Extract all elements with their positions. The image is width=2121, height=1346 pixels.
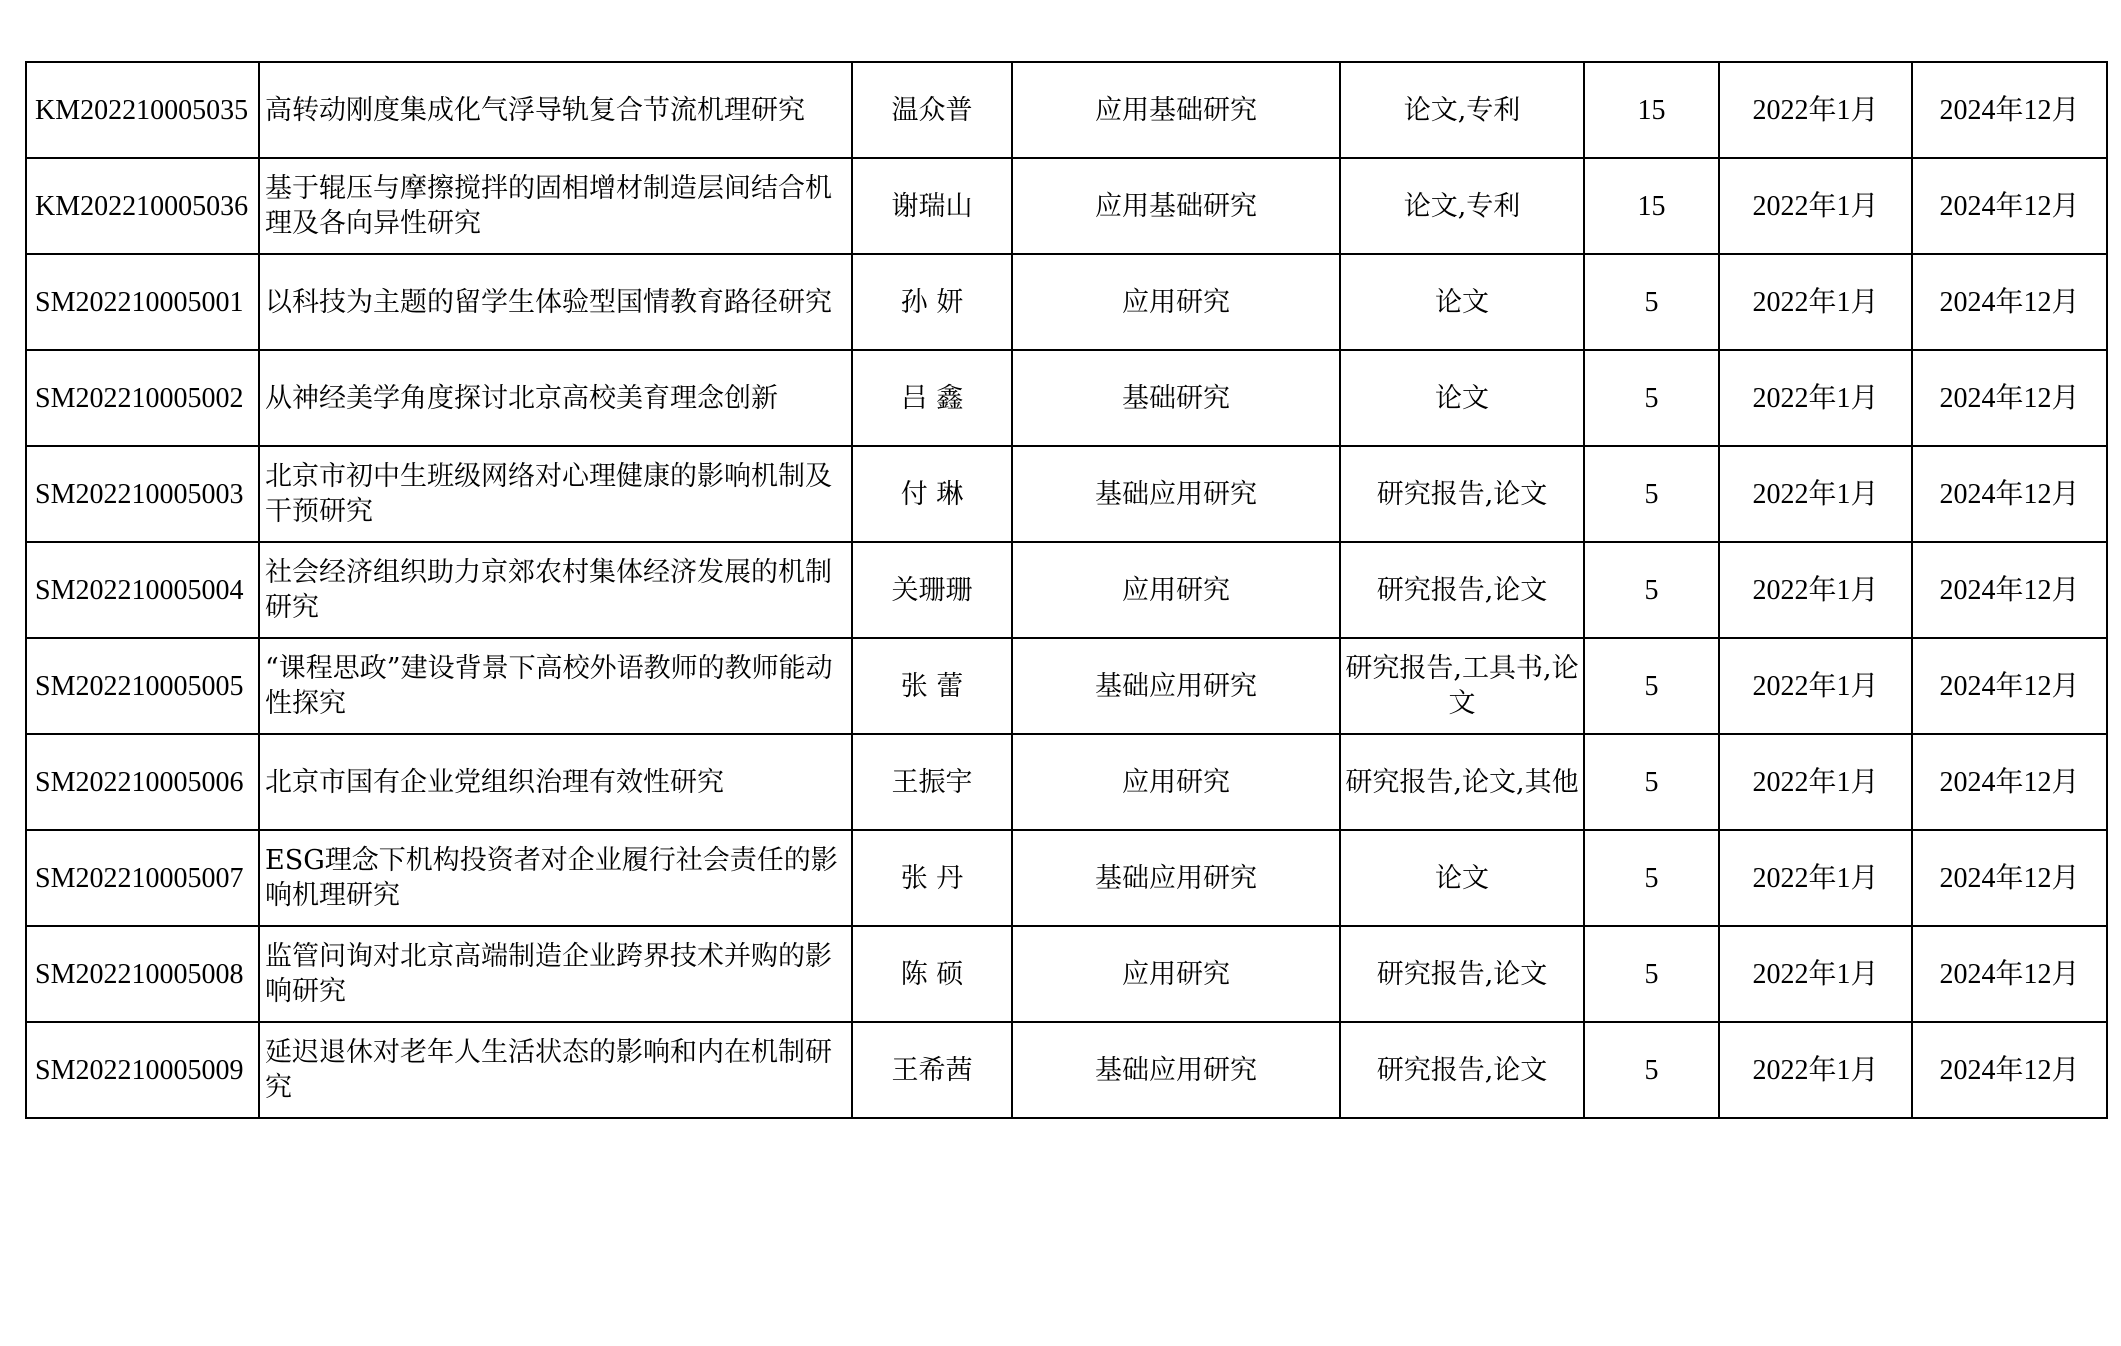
end-date: 2024年12月 [1912, 446, 2107, 542]
funding-amount: 15 [1584, 62, 1719, 158]
start-date: 2022年1月 [1719, 446, 1912, 542]
project-leader: 温众普 [852, 62, 1012, 158]
funding-amount: 5 [1584, 350, 1719, 446]
research-type: 基础应用研究 [1012, 1022, 1340, 1118]
project-leader: 吕 鑫 [852, 350, 1012, 446]
project-title: 从神经美学角度探讨北京高校美育理念创新 [259, 350, 852, 446]
expected-outcome: 论文 [1340, 830, 1584, 926]
table-row [26, 542, 2107, 638]
project-leader: 陈 硕 [852, 926, 1012, 1022]
research-type: 应用基础研究 [1012, 62, 1340, 158]
end-date: 2024年12月 [1912, 254, 2107, 350]
project-title: 监管问询对北京高端制造企业跨界技术并购的影响研究 [259, 926, 852, 1022]
expected-outcome: 论文,专利 [1340, 158, 1584, 254]
project-code: KM202210005036 [26, 158, 259, 254]
table-row [26, 254, 2107, 350]
end-date: 2024年12月 [1912, 734, 2107, 830]
project-title: ESG理念下机构投资者对企业履行社会责任的影响机理研究 [259, 830, 852, 926]
table-row [26, 734, 2107, 830]
table-row [26, 350, 2107, 446]
expected-outcome: 研究报告,论文 [1340, 1022, 1584, 1118]
expected-outcome: 研究报告,论文 [1340, 542, 1584, 638]
project-leader: 王希茜 [852, 1022, 1012, 1118]
project-title: 以科技为主题的留学生体验型国情教育路径研究 [259, 254, 852, 350]
expected-outcome: 论文 [1340, 350, 1584, 446]
project-title: 延迟退休对老年人生活状态的影响和内在机制研究 [259, 1022, 852, 1118]
expected-outcome: 研究报告,论文 [1340, 446, 1584, 542]
project-title: 基于辊压与摩擦搅拌的固相增材制造层间结合机理及各向异性研究 [259, 158, 852, 254]
end-date: 2024年12月 [1912, 926, 2107, 1022]
project-leader: 孙 妍 [852, 254, 1012, 350]
project-leader: 付 琳 [852, 446, 1012, 542]
start-date: 2022年1月 [1719, 1022, 1912, 1118]
start-date: 2022年1月 [1719, 638, 1912, 734]
project-leader: 关珊珊 [852, 542, 1012, 638]
table-row [26, 830, 2107, 926]
project-title: 社会经济组织助力京郊农村集体经济发展的机制研究 [259, 542, 852, 638]
start-date: 2022年1月 [1719, 350, 1912, 446]
project-title: 高转动刚度集成化气浮导轨复合节流机理研究 [259, 62, 852, 158]
project-code: SM202210005009 [26, 1022, 259, 1118]
research-type: 基础应用研究 [1012, 446, 1340, 542]
project-leader: 张 蕾 [852, 638, 1012, 734]
project-code: SM202210005002 [26, 350, 259, 446]
start-date: 2022年1月 [1719, 734, 1912, 830]
funding-amount: 15 [1584, 158, 1719, 254]
start-date: 2022年1月 [1719, 254, 1912, 350]
project-title: “课程思政”建设背景下高校外语教师的教师能动性探究 [259, 638, 852, 734]
research-type: 应用研究 [1012, 254, 1340, 350]
project-table [25, 61, 2108, 1119]
end-date: 2024年12月 [1912, 62, 2107, 158]
start-date: 2022年1月 [1719, 158, 1912, 254]
expected-outcome: 研究报告,工具书,论文 [1340, 638, 1584, 734]
table-row [26, 158, 2107, 254]
start-date: 2022年1月 [1719, 542, 1912, 638]
expected-outcome: 论文,专利 [1340, 62, 1584, 158]
project-code: KM202210005035 [26, 62, 259, 158]
end-date: 2024年12月 [1912, 542, 2107, 638]
start-date: 2022年1月 [1719, 926, 1912, 1022]
start-date: 2022年1月 [1719, 62, 1912, 158]
project-leader: 张 丹 [852, 830, 1012, 926]
funding-amount: 5 [1584, 254, 1719, 350]
project-code: SM202210005007 [26, 830, 259, 926]
end-date: 2024年12月 [1912, 830, 2107, 926]
research-type: 基础应用研究 [1012, 830, 1340, 926]
funding-amount: 5 [1584, 830, 1719, 926]
table-row [26, 638, 2107, 734]
research-type: 基础研究 [1012, 350, 1340, 446]
project-leader: 谢瑞山 [852, 158, 1012, 254]
table-row [26, 1022, 2107, 1118]
end-date: 2024年12月 [1912, 158, 2107, 254]
project-code: SM202210005008 [26, 926, 259, 1022]
funding-amount: 5 [1584, 1022, 1719, 1118]
table-row [26, 62, 2107, 158]
table-body [26, 62, 2107, 1118]
research-type: 基础应用研究 [1012, 638, 1340, 734]
end-date: 2024年12月 [1912, 638, 2107, 734]
project-title: 北京市国有企业党组织治理有效性研究 [259, 734, 852, 830]
expected-outcome: 研究报告,论文,其他 [1340, 734, 1584, 830]
project-code: SM202210005005 [26, 638, 259, 734]
table-row [26, 446, 2107, 542]
table-row [26, 926, 2107, 1022]
funding-amount: 5 [1584, 734, 1719, 830]
project-code: SM202210005001 [26, 254, 259, 350]
research-type: 应用研究 [1012, 926, 1340, 1022]
research-type: 应用基础研究 [1012, 158, 1340, 254]
research-type: 应用研究 [1012, 734, 1340, 830]
start-date: 2022年1月 [1719, 830, 1912, 926]
research-type: 应用研究 [1012, 542, 1340, 638]
funding-amount: 5 [1584, 638, 1719, 734]
expected-outcome: 论文 [1340, 254, 1584, 350]
funding-amount: 5 [1584, 542, 1719, 638]
end-date: 2024年12月 [1912, 350, 2107, 446]
funding-amount: 5 [1584, 926, 1719, 1022]
project-code: SM202210005006 [26, 734, 259, 830]
project-title: 北京市初中生班级网络对心理健康的影响机制及干预研究 [259, 446, 852, 542]
funding-amount: 5 [1584, 446, 1719, 542]
project-code: SM202210005003 [26, 446, 259, 542]
project-code: SM202210005004 [26, 542, 259, 638]
end-date: 2024年12月 [1912, 1022, 2107, 1118]
project-leader: 王振宇 [852, 734, 1012, 830]
expected-outcome: 研究报告,论文 [1340, 926, 1584, 1022]
